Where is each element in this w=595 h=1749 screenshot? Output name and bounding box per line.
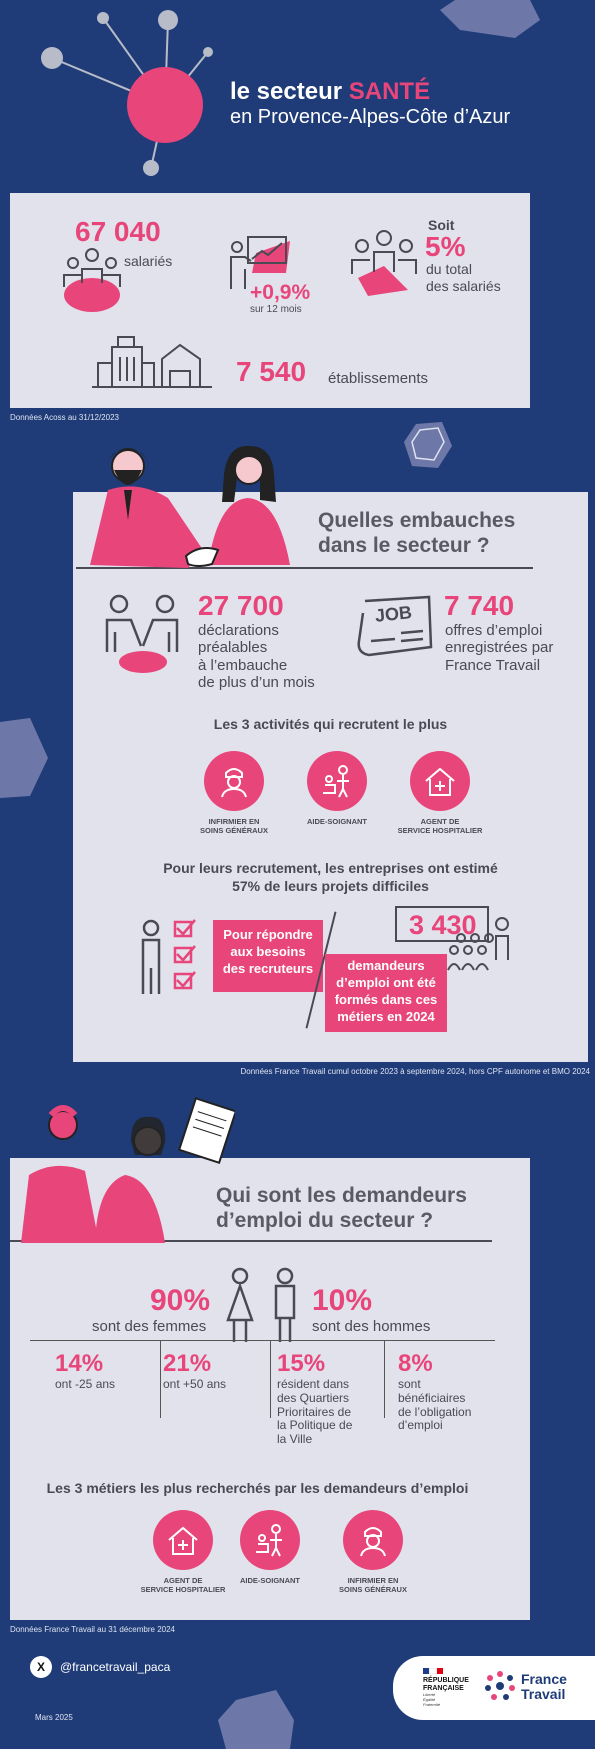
- france-travail-logo-text: [521, 1672, 567, 1703]
- women-label: sont des femmes: [92, 1318, 207, 1335]
- title-highlight: SANTÉ: [348, 78, 431, 105]
- trained-value: 3 430: [409, 910, 477, 940]
- activity-caption: INFIRMIER EN: [208, 817, 260, 826]
- hospital-house-icon: [153, 1510, 213, 1570]
- share-icon: [348, 228, 420, 300]
- offers-text: [445, 622, 553, 674]
- source-france-travail-2024: Données France Travail cumul octobre 2023 à septembre 2024, hors CPF autonome et BMO 2024: [240, 1067, 590, 1076]
- trained-line: demandeurs: [347, 958, 425, 973]
- answer-box: [213, 920, 323, 992]
- nurse-icon: [204, 751, 264, 811]
- share-label-2: des salariés: [426, 278, 501, 294]
- establishments-label: établissements: [328, 370, 429, 387]
- dpae-value: 27 700: [198, 590, 284, 621]
- publication-date: Mars 2025: [35, 1713, 73, 1722]
- activity-caption: SOINS GÉNÉRAUX: [200, 826, 268, 835]
- stat-value: 14%: [55, 1350, 104, 1377]
- social-handle: @francetravail_paca: [60, 1660, 171, 1674]
- rf-line: RÉPUBLIQUE: [423, 1677, 469, 1684]
- source-acoss: Données Acoss au 31/12/2023: [10, 413, 119, 422]
- ft-line: France: [521, 1671, 567, 1687]
- ft-line: Travail: [521, 1686, 566, 1703]
- employees-value: 67 040: [75, 216, 161, 247]
- rf-line: FRANÇAISE: [423, 1684, 464, 1692]
- difficulty-line-2: 57% de leurs projets difficiles: [232, 878, 429, 894]
- seekers-illustration: [15, 1095, 235, 1245]
- answer-line: aux besoins: [230, 943, 306, 959]
- women-value: 90%: [150, 1284, 211, 1317]
- offers-line: offres d’emploi: [445, 622, 543, 639]
- growth-label: sur 12 mois: [250, 304, 302, 315]
- job-caption: SOINS GÉNÉRAUX: [339, 1585, 407, 1594]
- buildings-icon: [92, 333, 212, 391]
- caregiver-icon: [307, 751, 367, 811]
- share-value: 5%: [425, 231, 466, 262]
- share-prefix: Soit: [428, 217, 455, 233]
- hiring-panel: [73, 492, 588, 1062]
- stat-line: de l’obligation: [398, 1404, 472, 1419]
- page-title: le secteur SANTÉ: [230, 78, 431, 105]
- top-activity-1: [184, 751, 284, 835]
- job-caption: SERVICE HOSPITALIER: [140, 1585, 226, 1594]
- key-figures-panel: [10, 193, 530, 408]
- trained-line: formés dans ces: [334, 991, 438, 1007]
- column-divider: [270, 1340, 271, 1418]
- offers-line: France Travail: [445, 656, 541, 674]
- stat-line: sont: [398, 1377, 421, 1391]
- job-caption: AIDE-SOIGNANT: [240, 1576, 300, 1585]
- activity-caption: AIDE-SOIGNANT: [307, 817, 367, 826]
- caregiver-icon: [240, 1510, 300, 1570]
- stat-column-1: [55, 1352, 115, 1392]
- offers-value: 7 740: [444, 590, 515, 621]
- stat-line: ont -25 ans: [55, 1377, 116, 1391]
- men-label: sont des hommes: [312, 1318, 431, 1335]
- share-label-1: du total: [426, 261, 472, 277]
- dpae-line: préalables: [198, 639, 268, 657]
- dpae-line: à l’embauche: [198, 656, 288, 674]
- dpae-text: [198, 622, 315, 691]
- stat-line: des Quartiers: [277, 1390, 350, 1405]
- job-icon-text: JOB: [374, 602, 413, 626]
- trained-line: métiers en 2024: [337, 1008, 435, 1024]
- hospital-house-icon: [410, 751, 470, 811]
- dpae-line: déclarations: [198, 622, 279, 639]
- stat-line: Prioritaires de: [277, 1404, 352, 1419]
- stat-line: bénéficiaires: [398, 1390, 466, 1405]
- job-caption: AGENT DE: [163, 1576, 203, 1585]
- offers-line: enregistrées par: [445, 639, 554, 657]
- stat-column-4: [398, 1352, 471, 1433]
- trained-box: [325, 954, 447, 1032]
- answer-line: des recruteurs: [222, 960, 314, 976]
- hiring-title-2: dans le secteur ?: [318, 534, 490, 557]
- x-social-link[interactable]: [30, 1656, 170, 1678]
- rf-motto: Liberté: [423, 1692, 436, 1698]
- employees-label: salariés: [124, 253, 173, 269]
- crowd-icon: [446, 916, 516, 972]
- top-activity-2: [287, 751, 387, 826]
- activity-caption: SERVICE HOSPITALIER: [397, 826, 483, 835]
- dpae-icon: [103, 592, 183, 674]
- top-activity-3: [390, 751, 490, 835]
- column-divider: [160, 1340, 161, 1418]
- stat-value: 15%: [277, 1350, 326, 1377]
- stats-row: [30, 1340, 495, 1470]
- answer-line: Pour répondre: [223, 927, 313, 942]
- seekers-title-2: d’emploi du secteur ?: [216, 1209, 434, 1232]
- france-travail-dots-icon: [482, 1668, 518, 1704]
- activity-caption: AGENT DE: [420, 817, 460, 826]
- stat-line: résident dans: [277, 1377, 350, 1391]
- hiring-title-1: Quelles embauches: [318, 509, 516, 532]
- footer-hexagon-decoration: [218, 1690, 298, 1749]
- checklist-person-icon: [141, 918, 201, 998]
- rf-motto: Fraternité: [423, 1702, 441, 1708]
- x-logo-icon: X: [30, 1656, 52, 1678]
- top-activities-title: Les 3 activités qui recrutent le plus: [213, 716, 448, 732]
- stat-line: d’emploi: [398, 1418, 443, 1433]
- stat-column-3: [277, 1352, 352, 1447]
- job-caption: INFIRMIER EN: [347, 1576, 399, 1585]
- stat-column-2: [163, 1352, 226, 1392]
- men-value: 10%: [312, 1284, 373, 1317]
- hexagon-decoration: [402, 420, 454, 472]
- dpae-line: de plus d’un mois: [198, 673, 315, 691]
- republique-logo: [423, 1668, 483, 1707]
- top-job-2: [220, 1510, 320, 1585]
- stat-line: la Politique de: [277, 1418, 353, 1433]
- trained-line: d’emploi ont été: [336, 974, 436, 990]
- difficulty-line-1: Pour leurs recrutement, les entreprises ont estimé: [163, 860, 498, 876]
- stat-line: la Ville: [277, 1432, 313, 1447]
- stat-value: 21%: [163, 1350, 212, 1377]
- gender-icons: [220, 1266, 310, 1346]
- stat-line: ont +50 ans: [163, 1377, 227, 1391]
- handshake-illustration: [78, 440, 298, 570]
- source-france-travail-dec-2024: Données France Travail au 31 décembre 2024: [10, 1625, 175, 1634]
- growth-value: +0,9%: [250, 281, 311, 304]
- employees-icon: [60, 243, 124, 313]
- seekers-title-1: Qui sont les demandeurs: [216, 1184, 467, 1207]
- rf-motto: Égalité: [423, 1697, 436, 1703]
- page-subtitle: en Provence-Alpes-Côte d’Azur: [230, 106, 511, 128]
- stat-value: 8%: [398, 1350, 433, 1377]
- column-divider: [384, 1340, 385, 1418]
- top-job-3: [323, 1510, 423, 1594]
- left-hexagon-decoration: [0, 718, 50, 800]
- top-jobs-title: Les 3 métiers les plus recherchés par les demandeurs d’emploi: [46, 1480, 469, 1496]
- nurse-icon: [343, 1510, 403, 1570]
- establishments-value: 7 540: [236, 356, 307, 387]
- flag-icon: [423, 1668, 443, 1674]
